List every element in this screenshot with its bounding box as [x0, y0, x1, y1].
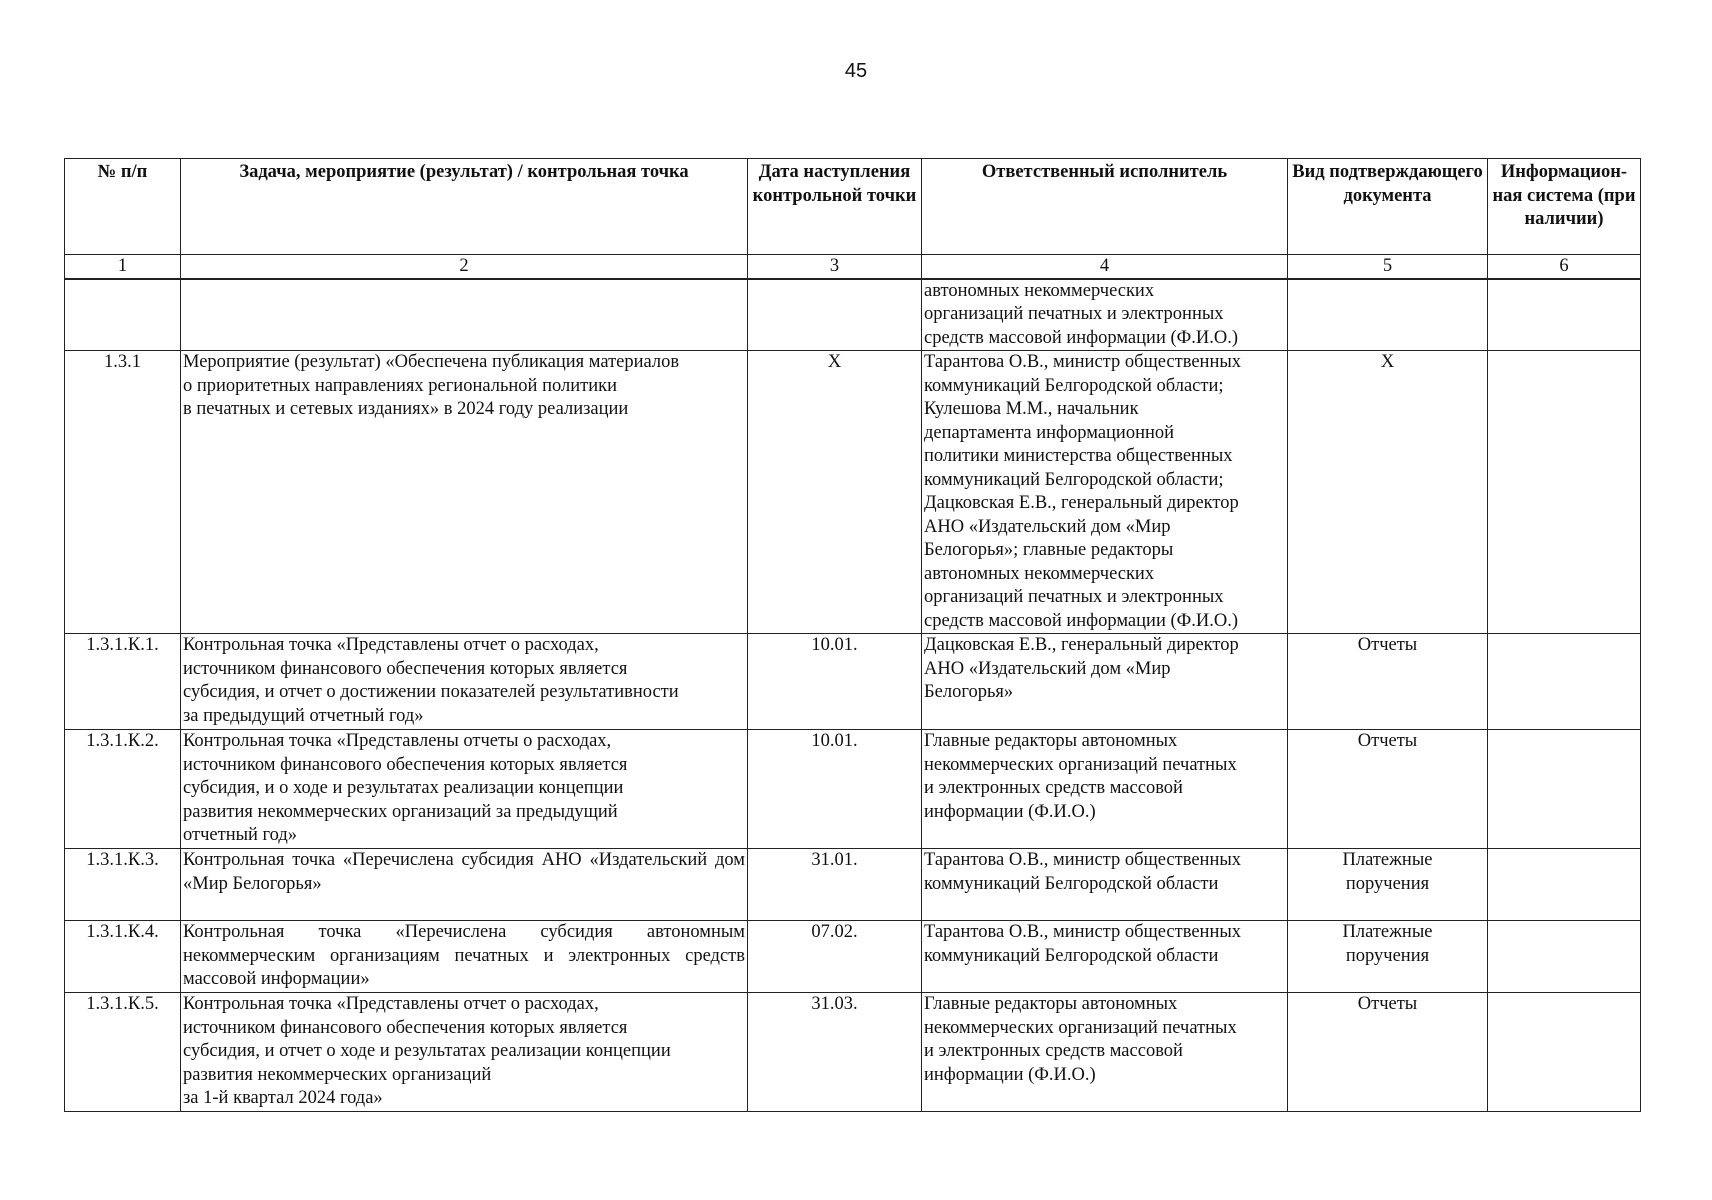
header-task: Задача, мероприятие (результат) / контрольная точка: [181, 159, 748, 255]
table-row: [65, 351, 1641, 634]
row-document: Х: [1288, 351, 1488, 634]
row-info-system: [1488, 634, 1641, 730]
header-executor: Ответственный исполнитель: [922, 159, 1288, 255]
row-info-system: [1488, 921, 1641, 993]
header-number: № п/п: [65, 159, 181, 255]
row-document: Платежные поручения: [1288, 849, 1488, 921]
row-info-system: [1488, 849, 1641, 921]
row-document: Платежные поручения: [1288, 921, 1488, 993]
header-row: [65, 159, 1641, 255]
row-number: 1.3.1.К.5.: [65, 993, 181, 1112]
row-number: [65, 279, 181, 351]
row-document: Отчеты: [1288, 993, 1488, 1112]
row-date: 31.01.: [748, 849, 922, 921]
row-number: 1.3.1.К.3.: [65, 849, 181, 921]
page-number: 45: [844, 60, 868, 82]
row-info-system: [1488, 351, 1641, 634]
row-date: 10.01.: [748, 730, 922, 849]
row-info-system: [1488, 993, 1641, 1112]
row-task: Контрольная точка «Представлены отчет о расходах, источником финансового обеспечения которых является субсидия, и отчет о ходе и результатах реализации концепции развития некоммерческих организаций за 1-й квартал 2024 года»: [181, 993, 748, 1112]
table-row: [65, 730, 1641, 849]
row-task: Контрольная точка «Перечислена субсидия АНО «Издательский дом «Мир Белогорья»: [181, 849, 748, 921]
row-number: 1.3.1.К.1.: [65, 634, 181, 730]
row-date: 31.03.: [748, 993, 922, 1112]
row-number: 1.3.1.К.2.: [65, 730, 181, 849]
row-document: Отчеты: [1288, 730, 1488, 849]
row-executor: Главные редакторы автономных некоммерческих организаций печатных и электронных средств массовой информации (Ф.И.О.): [922, 730, 1288, 849]
row-task: Контрольная точка «Представлены отчет о расходах, источником финансового обеспечения которых является субсидия, и отчет о достижении показателей результативности за предыдущий отчетный год»: [181, 634, 748, 730]
row-executor: Главные редакторы автономных некоммерческих организаций печатных и электронных средств массовой информации (Ф.И.О.): [922, 993, 1288, 1112]
column-number: 2: [181, 255, 748, 279]
row-info-system: [1488, 730, 1641, 849]
row-executor: Тарантова О.В., министр общественных коммуникаций Белгородской области: [922, 921, 1288, 993]
row-date: 07.02.: [748, 921, 922, 993]
row-task: Контрольная точка «Перечислена субсидия автономным некоммерческим организациям печатных и электронных средств массовой информации»: [181, 921, 748, 993]
column-number: 3: [748, 255, 922, 279]
row-date: 10.01.: [748, 634, 922, 730]
table-row: [65, 279, 1641, 351]
column-number-row: [65, 255, 1641, 279]
row-executor: Дацковская Е.В., генеральный директор АНО «Издательский дом «Мир Белогорья»: [922, 634, 1288, 730]
row-task: [181, 279, 748, 351]
column-number: 1: [65, 255, 181, 279]
column-number: 5: [1288, 255, 1488, 279]
row-document: [1288, 279, 1488, 351]
row-number: 1.3.1.К.4.: [65, 921, 181, 993]
row-document: Отчеты: [1288, 634, 1488, 730]
row-executor: Тарантова О.В., министр общественных коммуникаций Белгородской области; Кулешова М.М., начальник департамента информационной политики министерства общественных коммуникаций Белгородской области; Дацковская Е.В., генеральный директор АНО «Издательский дом «Мир Белогорья»; главные редакторы автономных некоммерческих организаций печатных и электронных средств массовой информации (Ф.И.О.): [922, 351, 1288, 634]
table-row: [65, 993, 1641, 1112]
header-date: Дата наступления контрольной точки: [748, 159, 922, 255]
row-task: Мероприятие (результат) «Обеспечена публикация материалов о приоритетных направлениях региональной политики в печатных и сетевых изданиях» в 2024 году реализации: [181, 351, 748, 634]
column-number: 6: [1488, 255, 1641, 279]
row-info-system: [1488, 279, 1641, 351]
control-points-table: [64, 158, 1641, 1112]
row-number: 1.3.1: [65, 351, 181, 634]
table-row: [65, 849, 1641, 921]
row-executor: автономных некоммерческих организаций печатных и электронных средств массовой информации (Ф.И.О.): [922, 279, 1288, 351]
header-document: Вид подтверждающего документа: [1288, 159, 1488, 255]
table-row: [65, 921, 1641, 993]
row-date: Х: [748, 351, 922, 634]
header-info-system: Информацион-ная система (при наличии): [1488, 159, 1641, 255]
row-date: [748, 279, 922, 351]
table-row: [65, 634, 1641, 730]
column-number: 4: [922, 255, 1288, 279]
row-task: Контрольная точка «Представлены отчеты о расходах, источником финансового обеспечения которых является субсидия, и о ходе и результатах реализации концепции развития некоммерческих организаций за предыдущий отчетный год»: [181, 730, 748, 849]
row-executor: Тарантова О.В., министр общественных коммуникаций Белгородской области: [922, 849, 1288, 921]
